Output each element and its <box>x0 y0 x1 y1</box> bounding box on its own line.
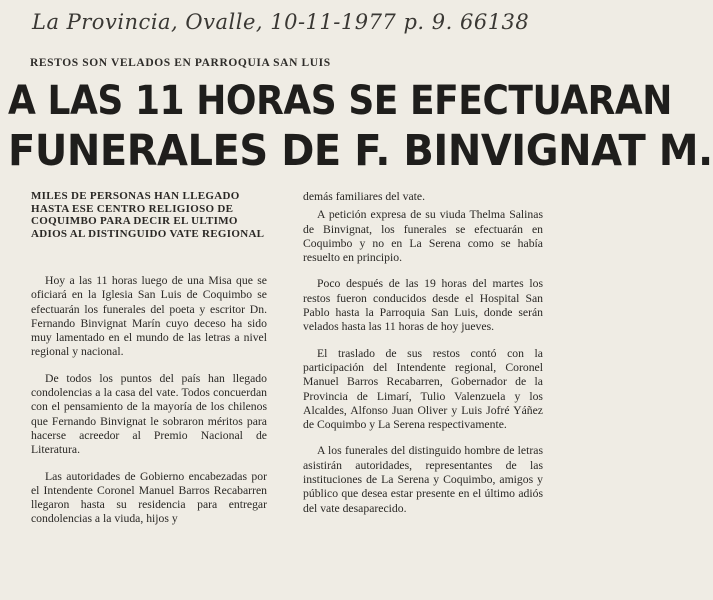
paragraph: De todos los puntos del país han llegado condolencias a la casa del vate. Todos concuerdan con el pensamiento de la mayoría de los chilenos que Fernando Binvignat le sobraron méritos para hacerse acreedor al Premio Nacional de Literatura. <box>31 371 267 457</box>
paragraph: Las autoridades de Gobierno encabezadas por el Intendente Coronel Manuel Barros Recabarren llegaron hasta su residencia para entregar condolencias a la viuda, hijos y <box>31 469 267 526</box>
headline-line-1: A LAS 11 HORAS SE EFECTUARAN <box>8 78 672 124</box>
paragraph: A petición expresa de su viuda Thelma Salinas de Binvignat, los funerales se efectuarán en Coquimbo y no en La Serena como se había resuelto en principio. <box>303 208 543 265</box>
paragraph: El traslado de sus restos contó con la participación del Intendente regional, Coronel Manuel Barros Recabarren, Gobernador de la Provincia de Limarí, Tulio Valenzuela y los Alcaldes, Alfonso Juan Oliver y Luis Jofré Yáñez de Coquimbo y La Serena respectivamente. <box>303 346 543 432</box>
subheading: MILES DE PERSONAS HAN LLEGADO HASTA ESE CENTRO RELIGIOSO DE COQUIMBO PARA DECIR EL ULTIMO ADIOS AL DISTINGUIDO VATE REGIONAL <box>31 190 265 240</box>
headline-line-2: FUNERALES DE F. BINVIGNAT M. <box>8 126 713 176</box>
handwritten-source-note: La Provincia, Ovalle, 10-11-1977 p. 9. 66138 <box>32 10 530 34</box>
paragraph: Hoy a las 11 horas luego de una Misa que se oficiará en la Iglesia San Luis de Coquimbo se efectuarán los funerales del poeta y escritor Dn. Fernando Binvignat Marín cuyo deceso ha sido muy lamentado en el mundo de las letras a nivel regional y nacional. <box>31 274 267 359</box>
right-column <box>303 190 543 528</box>
paragraph: demás familiares del vate. <box>303 190 426 203</box>
paragraph: Poco después de las 19 horas del martes los restos fueron conducidos desde el Hospital San Pablo hasta la Parroquia San Luis, donde serán velados hasta las 11 horas de hoy jueves. <box>303 277 543 334</box>
paragraph: A los funerales del distinguido hombre de letras asistirán autoridades, representantes de las instituciones de La Serena y Coquimbo, amigos y público que desea estar presente en el último adiós del vate desaparecido. <box>303 444 543 515</box>
kicker-line: RESTOS SON VELADOS EN PARROQUIA SAN LUIS <box>30 57 331 69</box>
left-column <box>31 190 267 539</box>
